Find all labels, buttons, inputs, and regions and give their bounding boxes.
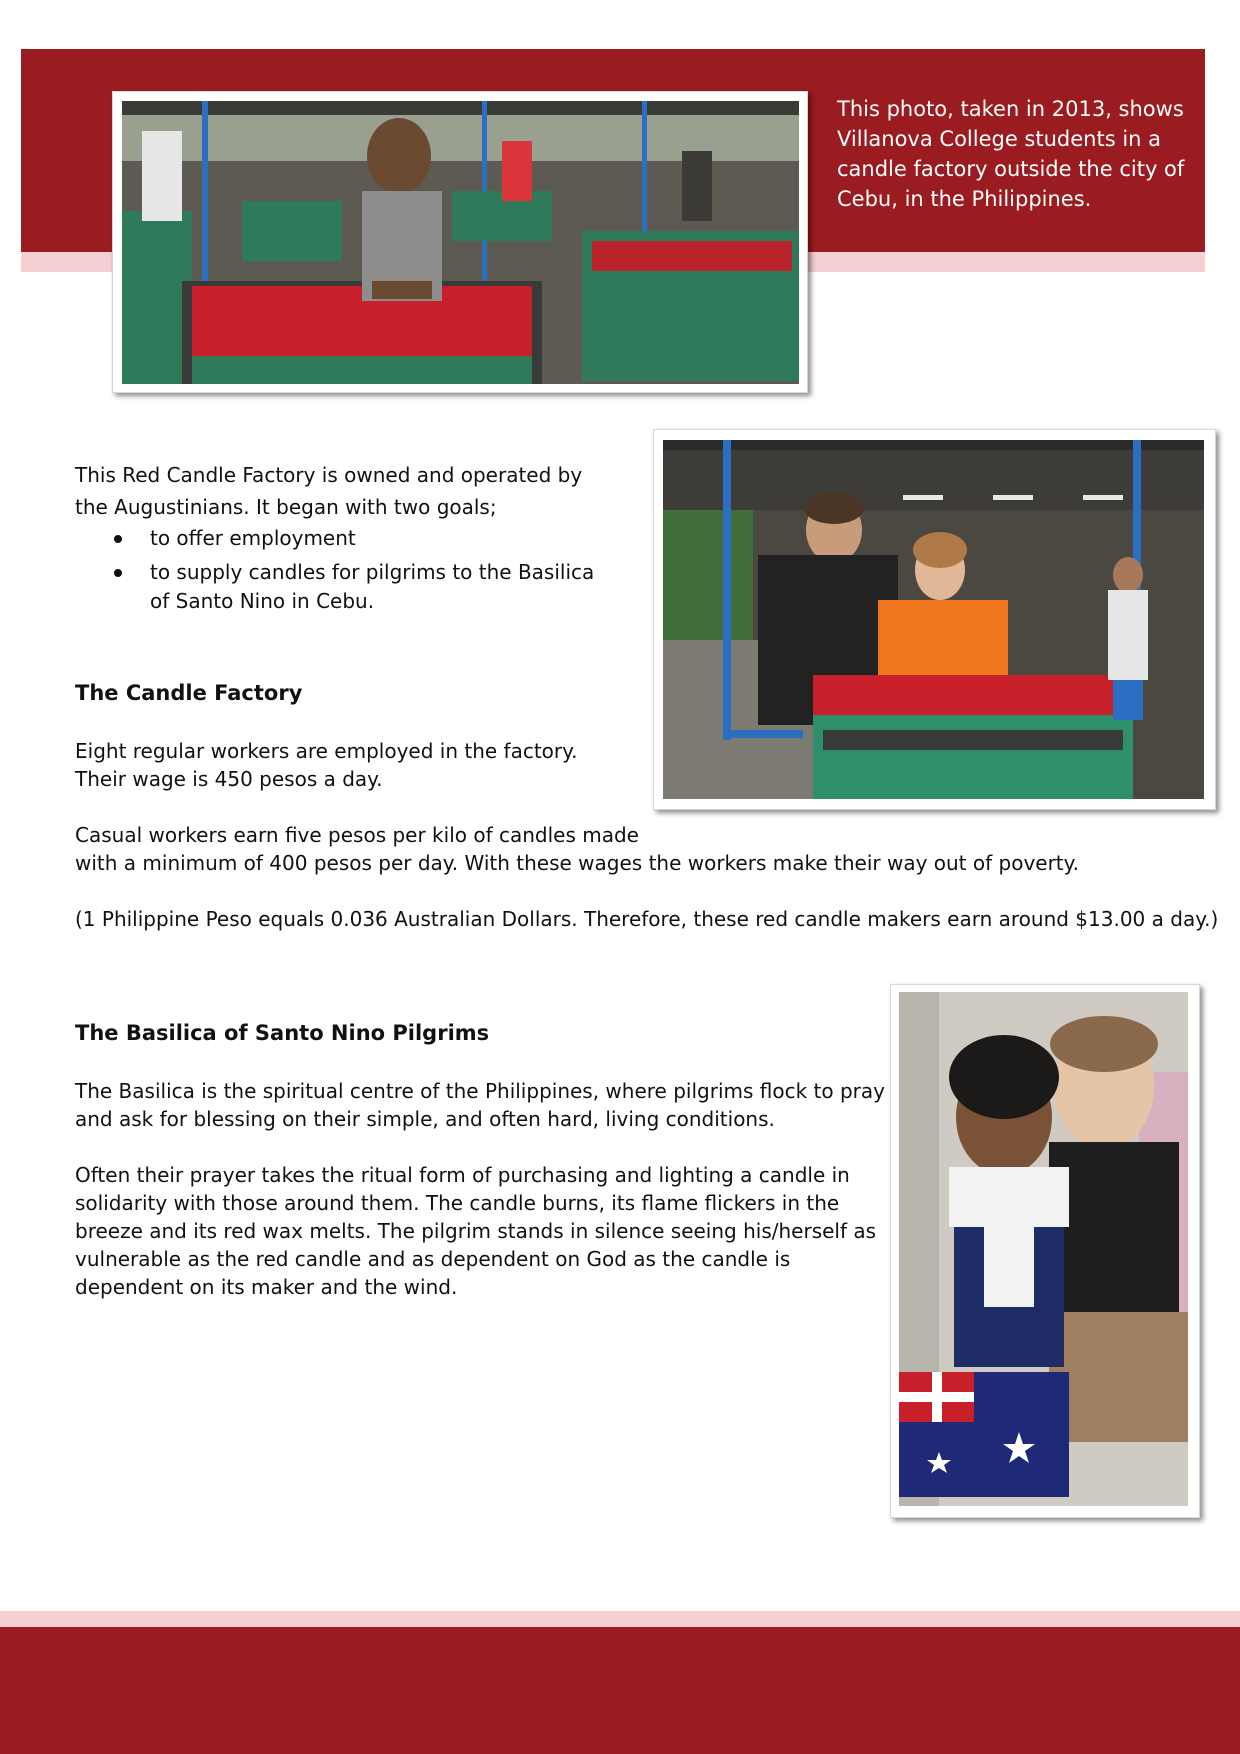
basilica-heading: The Basilica of Santo Nino Pilgrims xyxy=(75,1021,490,1045)
goal-item: to supply candles for pilgrims to the Basilica of Santo Nino in Cebu. xyxy=(75,558,615,616)
students-at-candle-machine-photo xyxy=(663,440,1204,799)
candle-factory-para-2-line-2: with a minimum of 400 pesos per day. With these wages the workers make their way out of poverty. xyxy=(75,851,1079,875)
candle-factory-para-1: Eight regular workers are employed in the factory. Their wage is 450 pesos a day. xyxy=(75,739,578,791)
goals-list xyxy=(75,524,615,616)
basilica-para-1: The Basilica is the spiritual centre of the Philippines, where pilgrims flock to pray and ask for blessing on their simple, and often hard, living conditions. xyxy=(75,1079,885,1131)
student-with-girl-and-flag-photo xyxy=(899,992,1188,1506)
intro-text: This Red Candle Factory is owned and operated by the Augustinians. It began with two goals; xyxy=(75,463,583,519)
footer-band xyxy=(0,1627,1240,1754)
header-photo-caption: This photo, taken in 2013, shows Villanova College students in a candle factory outside the city of Cebu, in the Philippines. xyxy=(837,97,1185,211)
factory-worker-photo xyxy=(122,101,799,384)
footer-accent-stripe xyxy=(0,1611,1240,1627)
candle-factory-heading: The Candle Factory xyxy=(75,681,303,705)
goal-item: to offer employment xyxy=(75,524,615,553)
candle-factory-para-2-line-1: Casual workers earn five pesos per kilo of candles made xyxy=(75,823,639,847)
intro-section xyxy=(75,459,615,621)
currency-note: (1 Philippine Peso equals 0.036 Australian Dollars. Therefore, these red candle makers earn around $13.00 a day.) xyxy=(75,907,1219,931)
basilica-para-2: Often their prayer takes the ritual form of purchasing and lighting a candle in solidarity with those around them. The candle burns, its flame flickers in the breeze and its red wax melts. The pilgrim stands in silence seeing his/herself as vulnerable as the red candle and as dependent on God as the candle is dependent on its maker and the wind. xyxy=(75,1163,877,1299)
